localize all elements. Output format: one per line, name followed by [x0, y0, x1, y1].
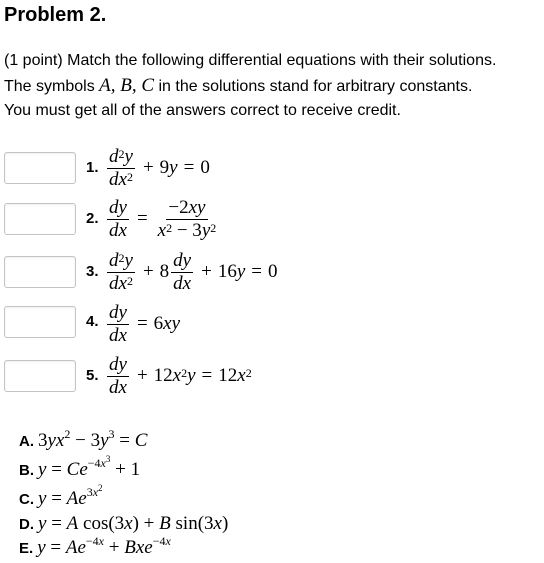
equation-number-1: 1.	[86, 159, 99, 176]
answer-input-2[interactable]	[4, 203, 76, 235]
instructions-line-3: You must get all of the answers correct to receive credit.	[4, 102, 401, 119]
answer-input-5[interactable]	[4, 360, 76, 392]
equation-row-5	[0, 352, 544, 400]
solution-b: B. $y = Ce^{-4x^3} + 1$	[19, 454, 141, 480]
solution-label-d: D.	[19, 515, 34, 533]
equation-5: $\frac{dy}{dx}$ + 12 x $^2$ y = 12 x $^2$	[109, 353, 252, 398]
solution-e: E. $y = Ae^{-4x} + Bxe^{-4x}$	[19, 534, 171, 558]
solution-label-a: A.	[19, 432, 34, 450]
equation-number-3: 3.	[86, 263, 99, 280]
equation-number-5: 5.	[86, 367, 99, 384]
equation-2: $\frac{dy}{dx}$ = $\frac{-2xy}{x^2 - 3y^2}$	[109, 196, 217, 241]
equation-row-3	[0, 248, 544, 296]
constants-symbols: A, B, C	[99, 74, 155, 96]
equation-4: $\frac{dy}{dx}$ = 6 xy	[109, 301, 181, 346]
equation-number-2: 2.	[86, 210, 99, 227]
solution-label-e: E.	[19, 539, 34, 557]
equation-row-2	[0, 195, 544, 243]
problem-title: Problem 2.	[4, 4, 107, 26]
equation-number-4: 4.	[86, 313, 99, 330]
equation-row-4	[0, 300, 544, 348]
solution-d: D. y = A cos(3x) + B sin(3x)	[19, 513, 229, 534]
solution-a: A. $3yx^2 - 3y^3 = C$	[19, 427, 148, 451]
instructions-line-1: (1 point) Match the following differential equations with their solutions.	[4, 52, 497, 69]
equation-3: $\frac{d^2y}{dx^2}$ + 8 $\frac{dy}{dx}$ + 16 y = 0	[109, 249, 278, 294]
answer-input-3[interactable]	[4, 256, 76, 288]
solution-label-c: C.	[19, 490, 34, 508]
solution-c: C. $y = Ae^{3x^2}$	[19, 483, 103, 509]
solution-label-b: B.	[19, 461, 34, 479]
instructions-line-2: The symbols A, B, C in the solutions stand for arbitrary constants.	[4, 74, 473, 96]
equation-1: $\frac{d^2y}{dx^2}$ + 9 y = 0	[109, 145, 210, 190]
answer-input-1[interactable]	[4, 152, 76, 184]
answer-input-4[interactable]	[4, 306, 76, 338]
instructions	[4, 49, 542, 124]
equation-row-1	[0, 144, 544, 192]
